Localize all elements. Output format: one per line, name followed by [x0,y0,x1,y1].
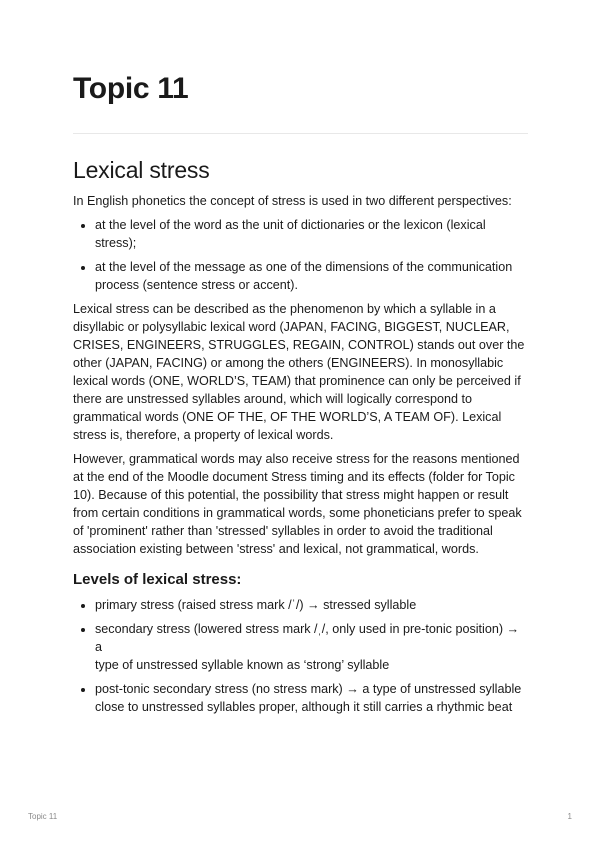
list-item-continuation: close to unstressed syllables proper, although it still carries a rhythmic beat [95,700,513,714]
list-item: • at the level of the message as one of the dimensions of the communication process (sentence stress or accent). [95,258,528,294]
paragraph-grammatical-words: However, grammatical words may also receive stress for the reasons mentioned at the end of the Moodle document Stress timing and its effects (folder for Topic 10). Because of this potential, the possibility that stress might happen or result from certain conditions in grammatical words, some phoneticians prefer to speak of 'prominent' rather than 'stressed' syllables in order to avoid the traditional association existing between 'stress' and lexical, not grammatical, words. [73,452,522,556]
intro-paragraph: In English phonetics the concept of stress is used in two different perspectives: [73,194,512,208]
list-item [95,680,528,716]
list-item-text: primary stress (raised stress mark /ˈ/) → stressed syllable [95,598,417,612]
list-item-text: post-tonic secondary stress (no stress mark) → a type of unstressed syllable [95,682,522,696]
list-item: • at the level of the word as the unit of dictionaries or the lexicon (lexical stress); [95,216,528,252]
title-divider [73,133,528,134]
section-heading: Lexical stress [73,157,210,183]
levels-heading: Levels of lexical stress: [73,571,242,588]
page-title: Topic 11 [73,72,189,105]
perspectives-list [73,216,528,294]
list-item [95,620,528,674]
page-number: 1 [567,812,572,821]
paragraph-lexical-stress: Lexical stress can be described as the phenomenon by which a syllable in a disyllabic or polysyllabic lexical word (JAPAN, FACING, BIGGEST, NUCLEAR, CRISES, ENGINEERS, STRUGGLES, REGAIN, CONTROL) stands out over the other (JAPAN, FACING) or among the others (ENGINEERS). In monosyllabic lexical words (ONE, WORLD’S, TEAM) that prominence can only be perceived if there are unstressed syllables around, which will logically correspond to grammatical words (ONE OF THE, OF THE WORLD’S, A TEAM OF). Lexical stress is, therefore, a property of lexical words. [73,302,525,442]
list-item-text: secondary stress (lowered stress mark /ˌ/, only used in pre-tonic position) → a [95,622,520,654]
list-item [95,596,528,614]
levels-list [73,596,528,716]
list-item-continuation: type of unstressed syllable known as ‘strong’ syllable [95,658,390,672]
document-body [73,156,528,722]
footer-title: Topic 11 [28,812,58,821]
